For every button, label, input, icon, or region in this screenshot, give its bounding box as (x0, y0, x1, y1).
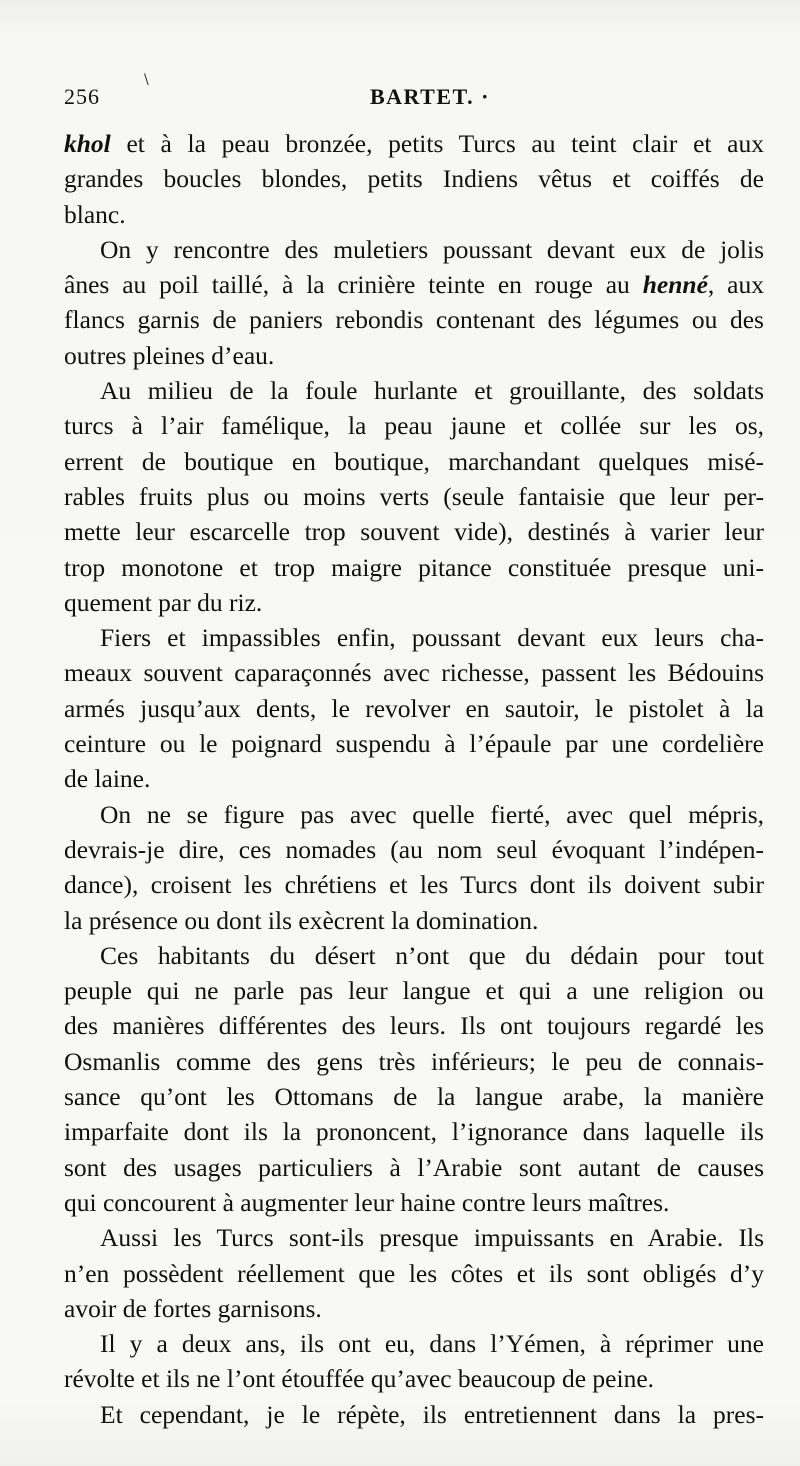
print-mark: \ (144, 72, 149, 88)
text-segment: outres pleines d’eau. (64, 340, 275, 370)
text-segment: flancs garnis de paniers rebondis contenant des légumes ou des (64, 305, 764, 335)
text-segment: Fiers et impassibles enfin, poussant devant eux leurs cha- (100, 623, 764, 653)
text-segment: ânes au poil taillé, à la crinière teinte en rouge au (64, 270, 643, 300)
text-segment: qui concourent à augmenter leur haine contre leurs maîtres. (64, 1187, 670, 1217)
text-segment: imparfaite dont ils la prononcent, l’ignorance dans laquelle ils (64, 1117, 764, 1147)
running-title: BARTET. · (370, 84, 490, 109)
text-line (64, 1361, 764, 1396)
text-segment: Ces habitants du désert n’ont que du dédain pour tout (100, 940, 764, 970)
text-segment: mette leur escarcelle trop souvent vide), destinés à varier leur (64, 517, 764, 547)
text-segment: ceinture ou le poignard suspendu à l’épaule par une cordelière (64, 729, 764, 759)
text-segment: turcs à l’air famélique, la peau jaune et collée sur les os, (64, 411, 764, 441)
text-segment: dance), croisent les chrétiens et les Turcs dont ils doivent subir (64, 870, 764, 900)
text-segment: armés jusqu’aux dents, le revolver en sautoir, le pistolet à la (64, 693, 764, 723)
text-line (64, 338, 764, 373)
text-segment: grandes boucles blondes, petits Indiens vêtus et coiffés de (64, 164, 764, 194)
text-segment: peuple qui ne parle pas leur langue et qui a une religion ou (64, 976, 764, 1006)
text-segment: et à la peau bronzée, petits Turcs au teint clair et aux (110, 129, 764, 158)
text-line (64, 620, 764, 655)
text-line (64, 1008, 764, 1043)
text-segment: sont des usages particuliers à l’Arabie sont autant de causes (64, 1152, 764, 1182)
text-line (64, 444, 764, 479)
text-line (64, 479, 764, 514)
text-line (64, 691, 764, 726)
text-line (64, 973, 764, 1008)
text-line (64, 514, 764, 549)
text-line (64, 832, 764, 867)
text-segment: Il y a deux ans, ils ont eu, dans l’Yémen, à réprimer une (100, 1329, 764, 1359)
text-segment: trop monotone et trop maigre pitance constituée presque uni- (64, 552, 764, 582)
text-line (64, 1397, 764, 1432)
text-line (64, 585, 764, 620)
italic-word: khol (64, 129, 111, 158)
body-text (64, 126, 764, 1432)
text-segment: , aux (707, 270, 764, 300)
page-header (64, 84, 744, 114)
text-line (64, 867, 764, 902)
text-line (64, 938, 764, 973)
text-segment: On y rencontre des muletiers poussant devant eux de jolis (100, 234, 764, 264)
text-line (64, 1079, 764, 1114)
text-line (64, 1114, 764, 1149)
text-segment: des manières différentes des leurs. Ils ont toujours regardé les (64, 1011, 764, 1041)
text-line (64, 1256, 764, 1291)
text-segment: sance qu’ont les Ottomans de la langue arabe, la manière (64, 1082, 764, 1112)
text-line (64, 1326, 764, 1361)
text-line (64, 797, 764, 832)
text-segment: quement par du riz. (64, 587, 263, 617)
text-line (64, 408, 764, 443)
page-number: 256 (64, 84, 100, 109)
text-segment: Aussi les Turcs sont-ils presque impuissants en Arabie. Ils (100, 1223, 764, 1253)
text-segment: rables fruits plus ou moins verts (seule fantaisie que leur per- (64, 481, 764, 511)
text-line (64, 161, 764, 196)
text-segment: Osmanlis comme des gens très inférieurs; le peu de connais- (64, 1046, 764, 1076)
text-segment: n’en possèdent réellement que les côtes et ils sont obligés d’y (64, 1258, 764, 1288)
text-line (64, 550, 764, 585)
text-line (64, 1044, 764, 1079)
text-line (64, 655, 764, 690)
text-segment: On ne se figure pas avec quelle fierté, avec quel mépris, (100, 799, 764, 829)
text-segment: de laine. (64, 764, 151, 794)
text-line (64, 761, 764, 796)
text-segment: blanc. (64, 199, 126, 229)
text-line (64, 903, 764, 938)
text-line (64, 373, 764, 408)
text-line (64, 1291, 764, 1326)
text-segment: Au milieu de la foule hurlante et grouillante, des soldats (100, 376, 764, 406)
italic-word: henné (642, 270, 708, 300)
text-segment: devrais-je dire, ces nomades (au nom seul évoquant l’indépen- (64, 834, 764, 864)
text-line (64, 1185, 764, 1220)
text-line (64, 197, 764, 232)
text-line (64, 267, 764, 302)
text-line (64, 1220, 764, 1255)
text-segment: révolte et ils ne l’ont étouffée qu’avec beaucoup de peine. (64, 1364, 655, 1394)
text-segment: meaux souvent caparaçonnés avec richesse, passent les Bédouins (64, 658, 764, 688)
text-line (64, 726, 764, 761)
text-line (64, 232, 764, 267)
text-line (64, 302, 764, 337)
text-segment: errent de boutique en boutique, marchandant quelques misé- (64, 446, 764, 476)
text-segment: Et cependant, je le répète, ils entretiennent dans la pres- (100, 1399, 764, 1429)
text-line (64, 126, 764, 161)
text-segment: la présence ou dont ils exècrent la domination. (64, 905, 539, 935)
text-segment: avoir de fortes garnisons. (64, 1293, 322, 1323)
text-line (64, 1150, 764, 1185)
